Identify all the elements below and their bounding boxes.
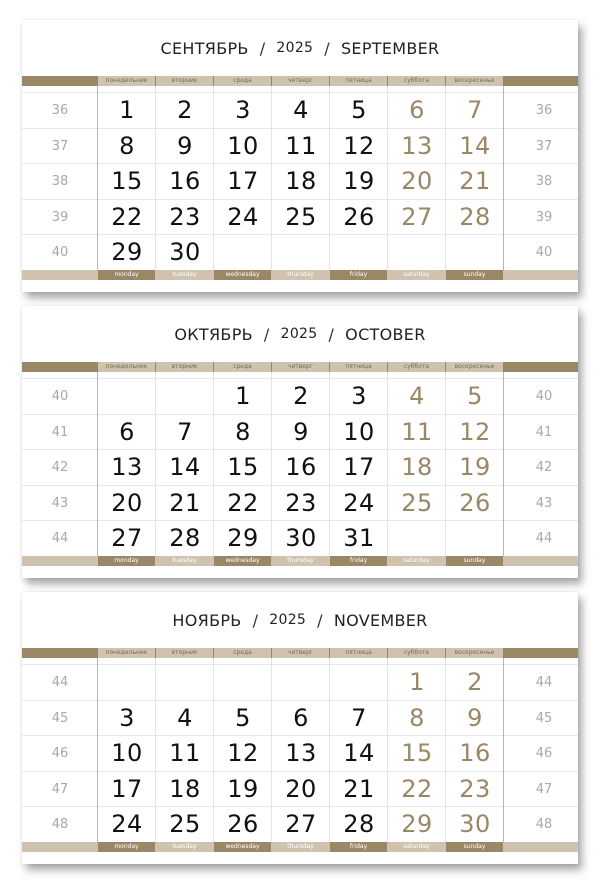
weekday-footer-en: [22, 842, 578, 852]
day-cell[interactable]: 19: [343, 167, 375, 195]
week-number-left: 48: [51, 817, 69, 832]
day-cell[interactable]: 10: [227, 131, 259, 160]
weekday-label-ru: суббота: [388, 362, 445, 372]
week-number-left: 40: [51, 389, 69, 404]
weekday-label-en: monday: [98, 842, 155, 852]
day-cell[interactable]: 15: [227, 453, 259, 481]
day-cell[interactable]: 26: [343, 202, 375, 231]
day-cell[interactable]: 16: [169, 167, 201, 195]
day-cell[interactable]: 18: [401, 453, 433, 481]
week-row: [22, 163, 578, 199]
weekday-label-ru: вторник: [156, 76, 213, 86]
day-cell[interactable]: 29: [111, 238, 143, 266]
week-number-right: 38: [535, 174, 553, 189]
grid-line: [271, 86, 272, 270]
weekday-label-ru: среда: [214, 76, 271, 86]
grid-line: [213, 372, 214, 556]
week-row: [22, 700, 578, 736]
weekday-footer-en: [22, 270, 578, 280]
week-number-right: 42: [535, 460, 553, 475]
day-cell[interactable]: 28: [343, 810, 375, 838]
grid-line: [445, 658, 446, 842]
day-cell[interactable]: 21: [169, 488, 201, 517]
grid-line: [97, 372, 98, 556]
day-cell[interactable]: 24: [227, 202, 259, 231]
day-cell[interactable]: 11: [285, 131, 317, 160]
weekday-label-en: monday: [98, 270, 155, 280]
day-cell[interactable]: 7: [177, 417, 193, 446]
weekday-label-en: saturday: [403, 843, 430, 850]
day-cell[interactable]: 19: [227, 774, 259, 803]
week-number-left: 39: [51, 209, 69, 225]
weekday-header-ru: [22, 76, 578, 86]
week-row: [22, 771, 578, 807]
week-number-right: 40: [535, 245, 553, 260]
week-number-left: 37: [51, 138, 69, 154]
day-cell[interactable]: 31: [343, 524, 375, 552]
day-cell[interactable]: 8: [409, 703, 425, 732]
weekday-label-ru: воскресенье: [446, 648, 503, 658]
weekday-label-en: tuesday: [172, 271, 197, 278]
month-title: [22, 306, 578, 362]
day-cell[interactable]: 12: [227, 739, 259, 767]
week-number-left: 43: [51, 495, 69, 511]
week-number-right: 36: [535, 103, 553, 118]
weekday-label-ru: пятница: [330, 648, 387, 658]
weekday-label-ru: четверг: [272, 362, 329, 372]
day-cell[interactable]: 22: [227, 488, 259, 517]
week-number-right: 45: [535, 710, 553, 726]
week-row: [22, 234, 578, 270]
weekday-label-ru: вторник: [156, 648, 213, 658]
grid-line: [155, 86, 156, 270]
weekday-label-en: friday: [330, 270, 387, 280]
weekday-label-en: monday: [98, 556, 155, 566]
day-cell[interactable]: 6: [119, 417, 135, 446]
day-cell[interactable]: 24: [111, 810, 143, 838]
title-separator: /: [263, 324, 270, 344]
week-row: [22, 664, 578, 700]
day-cell[interactable]: 29: [401, 810, 433, 838]
day-cell[interactable]: 28: [459, 202, 491, 231]
week-row: [22, 92, 578, 128]
weekday-label-en: thursday: [287, 271, 314, 278]
day-cell[interactable]: 2: [467, 668, 483, 696]
grid-line: [271, 372, 272, 556]
month-name-ru: СЕНТЯБРЬ: [160, 38, 249, 58]
week-number-right: 47: [535, 781, 553, 797]
week-row: [22, 449, 578, 485]
day-cell[interactable]: 13: [111, 453, 143, 481]
day-cell[interactable]: 9: [177, 131, 193, 160]
day-cell[interactable]: 13: [401, 131, 433, 160]
day-cell[interactable]: [388, 235, 446, 270]
day-cell[interactable]: 19: [459, 453, 491, 481]
day-cell[interactable]: 10: [111, 739, 143, 767]
title-separator: /: [328, 324, 335, 344]
title-separator: /: [317, 610, 323, 630]
weekday-label-ru: среда: [214, 362, 271, 372]
month-year: 2025: [276, 40, 314, 56]
grid-line: [329, 658, 330, 842]
day-cell[interactable]: 9: [467, 703, 483, 732]
day-cell[interactable]: 16: [285, 453, 317, 481]
day-cell[interactable]: 3: [351, 382, 367, 410]
week-number-right: 41: [535, 424, 553, 440]
grid-line: [213, 658, 214, 842]
day-cell[interactable]: 23: [285, 488, 317, 517]
grid-line: [387, 658, 388, 842]
day-cell[interactable]: 9: [293, 417, 309, 446]
month-name-en: OCTOBER: [345, 324, 426, 344]
day-cell[interactable]: 27: [111, 524, 143, 552]
grid-line: [445, 372, 446, 556]
week-number-right: 40: [535, 389, 553, 404]
month-title: [22, 20, 578, 76]
weekday-label-ru: суббота: [388, 76, 445, 86]
day-cell[interactable]: 10: [343, 417, 375, 446]
grid-line: [445, 86, 446, 270]
weekday-label-ru: среда: [214, 648, 271, 658]
weekday-label-ru: вторник: [156, 362, 213, 372]
week-number-left: 38: [51, 174, 69, 189]
month-name-en: NOVEMBER: [333, 610, 428, 630]
weekday-label-en: saturday: [403, 557, 430, 564]
day-cell[interactable]: 8: [235, 417, 251, 446]
week-number-right: 46: [535, 746, 553, 761]
day-cell[interactable]: [214, 665, 272, 700]
weekday-footer-en: [22, 556, 578, 566]
day-cell[interactable]: 25: [285, 202, 317, 231]
month-name-ru: ОКТЯБРЬ: [174, 324, 253, 344]
weekday-label-en: wednesday: [214, 842, 271, 852]
day-cell[interactable]: 12: [459, 417, 491, 446]
title-separator: /: [259, 38, 266, 58]
week-number-left: 42: [51, 460, 69, 475]
week-number-left: 44: [51, 675, 69, 690]
day-cell[interactable]: 30: [285, 524, 317, 552]
day-cell[interactable]: 30: [459, 810, 491, 838]
week-number-right: 44: [535, 531, 553, 546]
week-row: [22, 128, 578, 164]
day-cell[interactable]: 15: [111, 167, 143, 195]
day-cell[interactable]: [214, 235, 272, 270]
day-cell[interactable]: 18: [169, 774, 201, 803]
day-cell[interactable]: [98, 379, 156, 414]
month-name-en: SEPTEMBER: [340, 38, 440, 58]
day-cell[interactable]: 1: [235, 382, 251, 410]
weekday-label-en: friday: [330, 556, 387, 566]
week-number-left: 47: [51, 781, 69, 797]
day-cell[interactable]: 2: [177, 96, 193, 124]
grid-line: [503, 372, 504, 556]
weekday-label-ru: пятница: [330, 362, 387, 372]
weekday-label-en: tuesday: [172, 843, 197, 850]
week-number-right: 39: [535, 209, 553, 225]
day-cell[interactable]: 22: [111, 202, 143, 231]
day-cell[interactable]: 18: [285, 167, 317, 195]
grid-line: [97, 658, 98, 842]
grid-line: [387, 372, 388, 556]
day-cell[interactable]: 26: [459, 488, 491, 517]
day-cell[interactable]: 20: [285, 774, 317, 803]
day-cell[interactable]: 11: [169, 739, 201, 767]
week-number-left: 46: [51, 746, 69, 761]
day-cell[interactable]: 5: [235, 703, 251, 732]
week-row: [22, 199, 578, 235]
day-cell[interactable]: 5: [351, 96, 367, 124]
weekday-header-ru: [22, 648, 578, 658]
day-cell[interactable]: 27: [285, 810, 317, 838]
day-cell[interactable]: 28: [169, 524, 201, 552]
month-block: [22, 306, 578, 578]
day-cell[interactable]: 4: [409, 382, 425, 410]
day-cell[interactable]: 17: [111, 774, 143, 803]
week-row: [22, 735, 578, 771]
day-cell[interactable]: [156, 665, 214, 700]
grid-line: [155, 372, 156, 556]
day-cell[interactable]: [330, 665, 388, 700]
day-cell[interactable]: 23: [459, 774, 491, 803]
day-cell[interactable]: [446, 521, 504, 556]
month-name-ru: НОЯБРЬ: [172, 610, 242, 630]
day-cell[interactable]: 12: [343, 131, 375, 160]
week-number-left: 45: [51, 710, 69, 726]
week-number-left: 41: [51, 424, 69, 440]
day-cell[interactable]: 3: [235, 96, 251, 124]
weekday-label-en: tuesday: [172, 557, 197, 564]
weekday-label-en: saturday: [403, 271, 430, 278]
month-title: [22, 592, 578, 648]
day-cell[interactable]: 6: [293, 703, 309, 732]
grid-line: [329, 372, 330, 556]
day-cell[interactable]: 22: [401, 774, 433, 803]
day-cell[interactable]: 20: [111, 488, 143, 517]
day-cell[interactable]: 29: [227, 524, 259, 552]
weekday-label-en: friday: [330, 842, 387, 852]
day-cell[interactable]: 27: [401, 202, 433, 231]
day-cell[interactable]: 21: [343, 774, 375, 803]
day-cell[interactable]: 11: [401, 417, 433, 446]
week-number-right: 48: [535, 817, 553, 832]
day-cell[interactable]: [272, 235, 330, 270]
day-cell[interactable]: 17: [227, 167, 259, 195]
weekday-label-ru: суббота: [388, 648, 445, 658]
month-block: [22, 20, 578, 292]
weekday-label-en: thursday: [287, 843, 314, 850]
grid-line: [97, 86, 98, 270]
weekday-label-en: wednesday: [214, 270, 271, 280]
day-cell[interactable]: 14: [169, 453, 201, 481]
weekday-label-en: thursday: [287, 557, 314, 564]
day-cell[interactable]: 7: [351, 703, 367, 732]
week-row: [22, 414, 578, 450]
day-cell[interactable]: [388, 521, 446, 556]
day-cell[interactable]: [98, 665, 156, 700]
day-cell[interactable]: [156, 379, 214, 414]
month-year: 2025: [269, 612, 307, 628]
week-number-left: 36: [51, 103, 69, 118]
day-cell[interactable]: 15: [401, 739, 433, 767]
week-number-left: 40: [51, 245, 69, 260]
grid-line: [387, 86, 388, 270]
day-cell[interactable]: 23: [169, 202, 201, 231]
month-block: [22, 592, 578, 864]
weekday-label-ru: воскресенье: [446, 76, 503, 86]
day-cell[interactable]: 14: [343, 739, 375, 767]
day-cell[interactable]: 13: [285, 739, 317, 767]
weekday-label-ru: четверг: [272, 76, 329, 86]
week-number-right: 44: [535, 675, 553, 690]
week-row: [22, 520, 578, 556]
title-separator: /: [252, 610, 259, 630]
day-cell[interactable]: 1: [119, 96, 135, 124]
week-row: [22, 806, 578, 842]
week-row: [22, 485, 578, 521]
title-separator: /: [324, 38, 330, 58]
day-cell[interactable]: [446, 235, 504, 270]
day-cell[interactable]: 4: [293, 96, 309, 124]
day-cell[interactable]: 24: [343, 488, 375, 517]
weekday-label-ru: четверг: [272, 648, 329, 658]
day-cell[interactable]: 26: [227, 810, 259, 838]
weekday-label-ru: воскресенье: [446, 362, 503, 372]
grid-line: [155, 658, 156, 842]
grid-line: [213, 86, 214, 270]
weekday-label-en: sunday: [446, 270, 503, 280]
day-cell[interactable]: 17: [343, 453, 375, 481]
weekday-label-ru: пятница: [330, 76, 387, 86]
weekday-label-en: sunday: [446, 842, 503, 852]
day-cell[interactable]: 8: [119, 131, 135, 160]
weekday-header-ru: [22, 362, 578, 372]
day-cell[interactable]: 21: [459, 167, 491, 195]
day-cell[interactable]: 4: [177, 703, 193, 732]
grid-line: [503, 86, 504, 270]
day-cell[interactable]: 25: [169, 810, 201, 838]
week-number-right: 37: [535, 138, 553, 154]
week-row: [22, 378, 578, 414]
day-cell[interactable]: 3: [119, 703, 135, 732]
day-cell[interactable]: 7: [467, 96, 483, 124]
day-cell[interactable]: 6: [409, 96, 425, 124]
day-cell[interactable]: 25: [401, 488, 433, 517]
day-cell[interactable]: 20: [401, 167, 433, 195]
grid-line: [329, 86, 330, 270]
day-cell[interactable]: 14: [459, 131, 491, 160]
day-cell[interactable]: 30: [169, 238, 201, 266]
day-cell[interactable]: 2: [293, 382, 309, 410]
week-number-right: 43: [535, 495, 553, 511]
weekday-label-ru: понедельник: [98, 362, 155, 372]
weekday-label-en: sunday: [446, 556, 503, 566]
weekday-label-ru: понедельник: [98, 76, 155, 86]
grid-line: [503, 658, 504, 842]
day-cell[interactable]: 16: [459, 739, 491, 767]
weekday-label-en: wednesday: [214, 556, 271, 566]
month-year: 2025: [280, 326, 318, 342]
day-cell[interactable]: 1: [409, 668, 425, 696]
grid-line: [271, 658, 272, 842]
day-cell[interactable]: 5: [467, 382, 483, 410]
week-number-left: 44: [51, 531, 69, 546]
day-cell[interactable]: [330, 235, 388, 270]
day-cell[interactable]: [272, 665, 330, 700]
weekday-label-ru: понедельник: [98, 648, 155, 658]
